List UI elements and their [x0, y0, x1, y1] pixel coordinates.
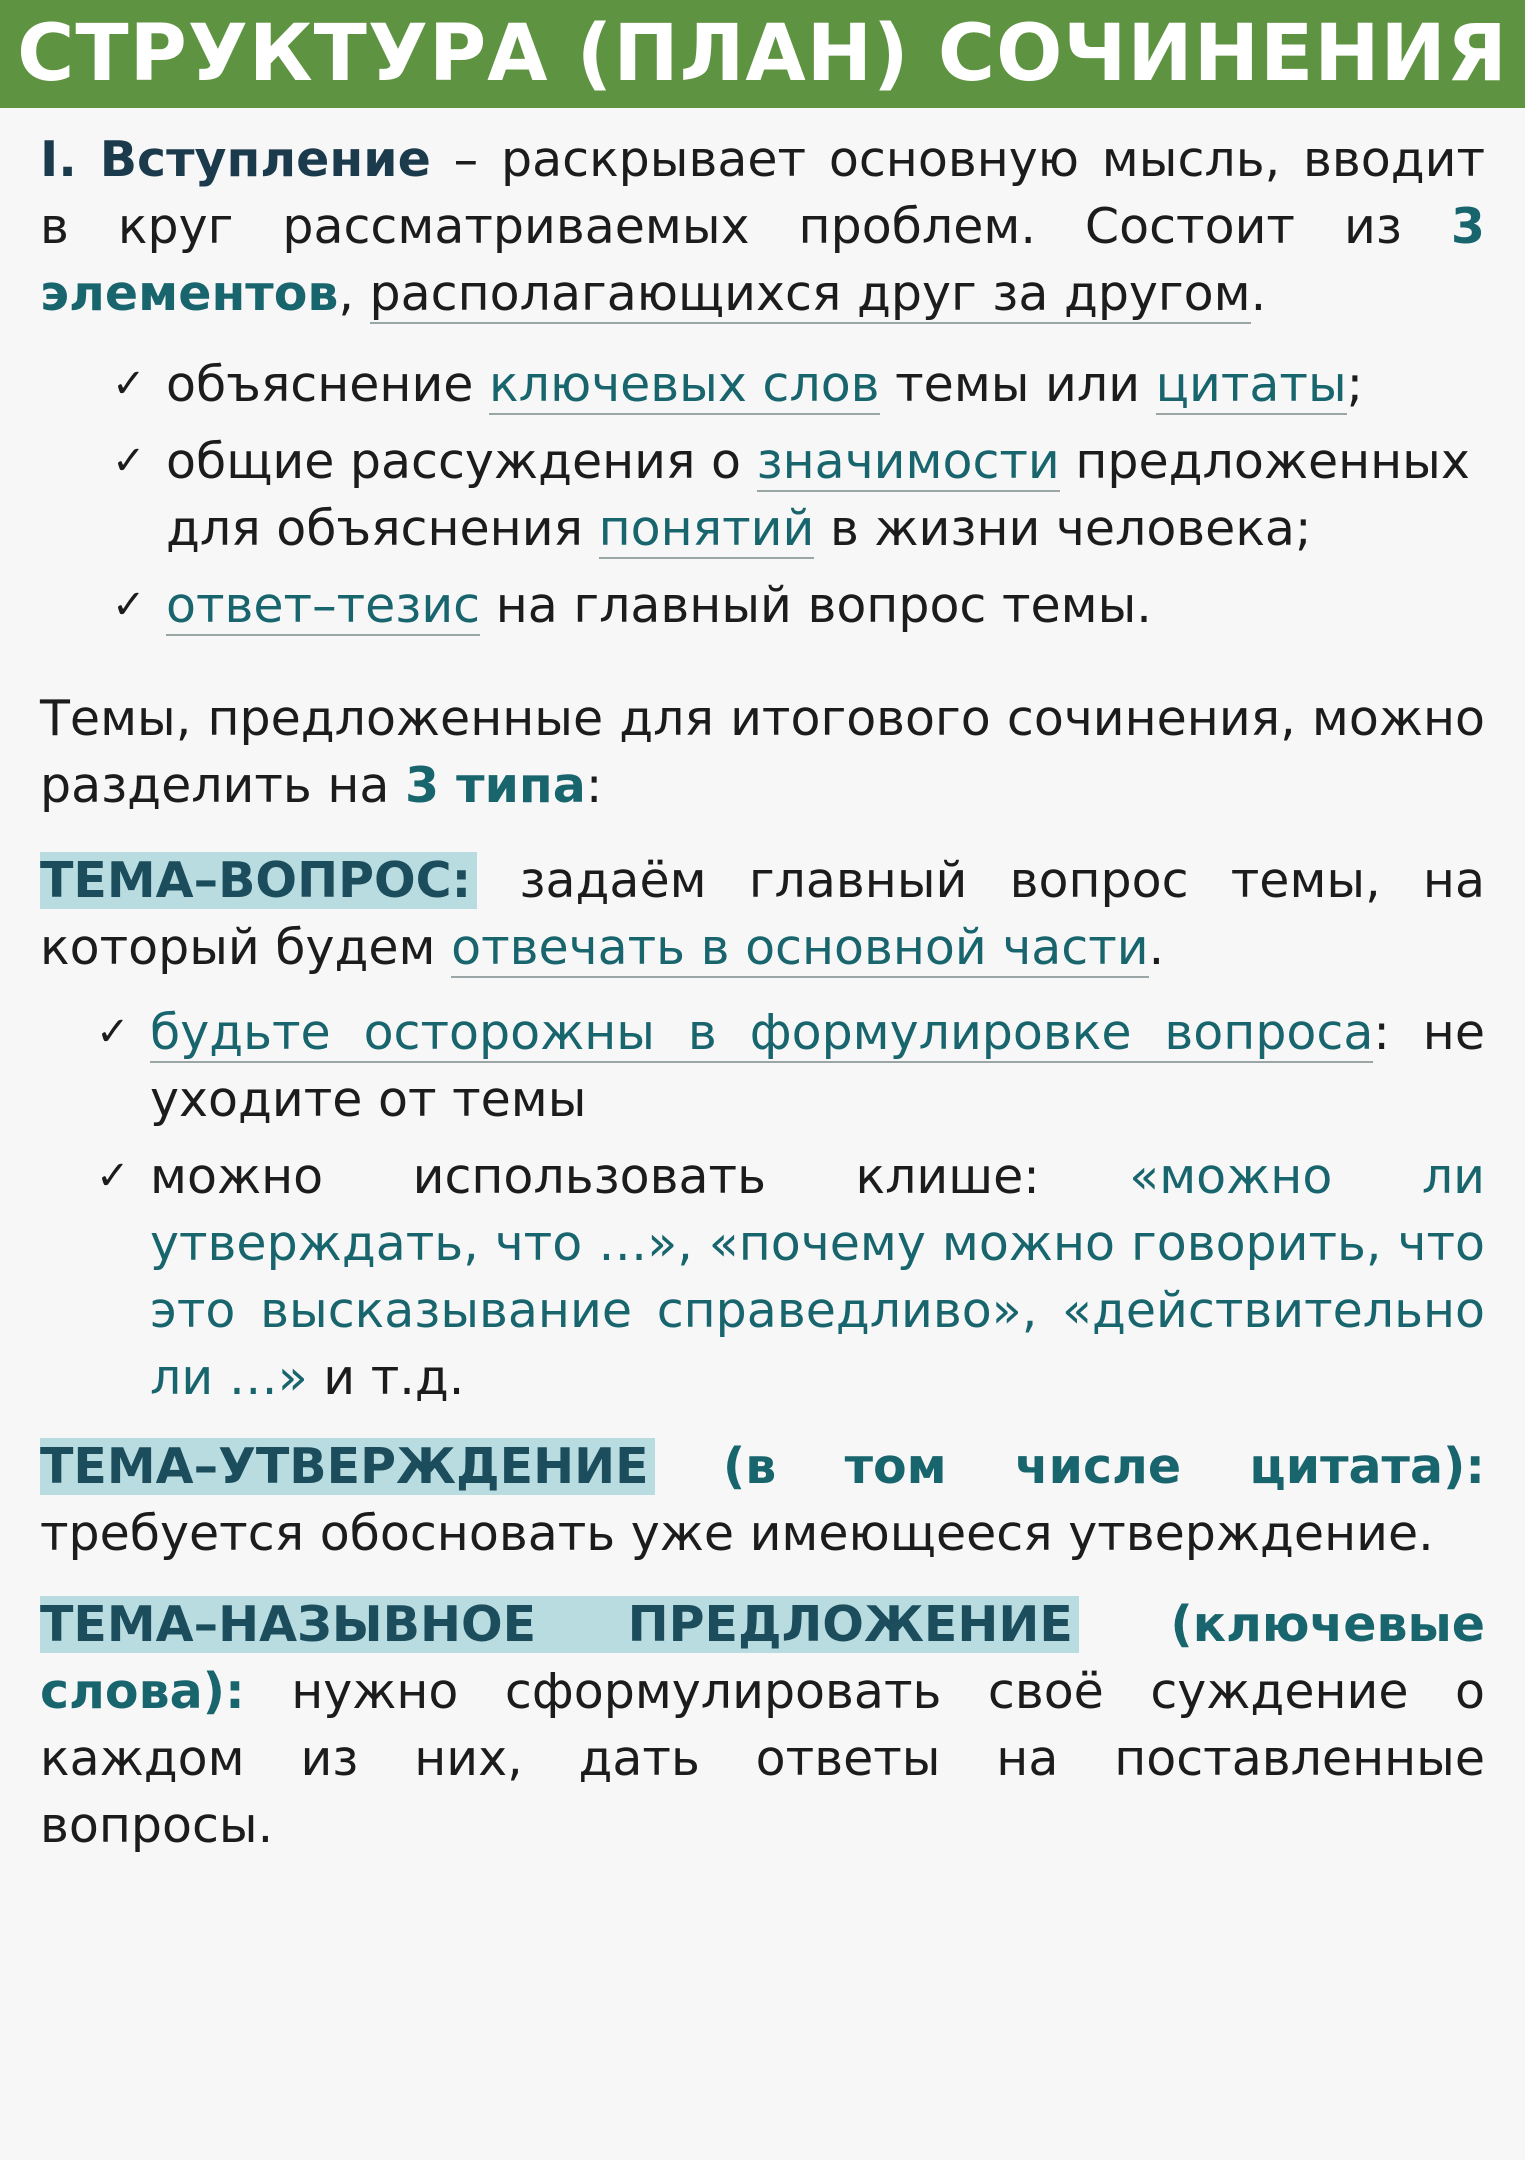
- topic-nominal-note: (ключевые слова):: [40, 1596, 1485, 1720]
- intro-elements-list: [112, 351, 1485, 639]
- intro-underlined: располагающихся друг за другом: [369, 265, 1251, 322]
- header-banner: [0, 0, 1525, 108]
- types-count: 3 типа: [405, 757, 586, 814]
- underlined-term: ответ–тезис: [166, 577, 481, 634]
- page-title: СТРУКТУРА (ПЛАН) СОЧИНЕНИЯ: [17, 9, 1508, 99]
- check-icon: ✓: [96, 1153, 130, 1199]
- topic-statement-paragraph: ТЕМА–УТВЕРЖДЕНИЕ (в том числе цитата): требуется обосновать уже имеющееся утверждение.: [40, 1438, 1485, 1562]
- topic-statement-label: ТЕМА–УТВЕРЖДЕНИЕ: [40, 1438, 655, 1495]
- topic-nominal-paragraph: ТЕМА–НАЗЫВНОЕ ПРЕДЛОЖЕНИЕ (ключевые слова): нужно сформулировать своё суждение о каждом из них, дать ответы на поставленные вопросы.: [40, 1596, 1485, 1854]
- underlined-term: понятий: [598, 500, 815, 557]
- underlined-term: ключевых слов: [489, 356, 880, 413]
- intro-term: Вступление: [99, 131, 431, 188]
- intro-text: – раскрывает основную мысль, вводит в круг рассматриваемых проблем. Состоит из: [40, 131, 1486, 255]
- topic-nominal-label: ТЕМА–НАЗЫВНОЕ ПРЕДЛОЖЕНИЕ: [40, 1596, 1079, 1653]
- topic-question-paragraph: ТЕМА–ВОПРОС: задаём главный вопрос темы, на который будем отвечать в основной части.: [40, 852, 1485, 976]
- list-item: ✓ можно использовать клише: «можно ли утверждать, что …», «почему можно говорить, что это высказывание справедливо», «действительно ли …» и т.д.: [96, 1143, 1485, 1411]
- types-paragraph: Темы, предложенные для итогового сочинения, можно разделить на 3 типа:: [40, 690, 1485, 814]
- list-item: ✓ ответ–тезис на главный вопрос темы.: [112, 572, 1485, 639]
- check-icon: ✓: [96, 1009, 130, 1055]
- intro-paragraph: I. Вступление – раскрывает основную мысль, вводит в круг рассматриваемых проблем. Состоит из 3 элементов, располагающихся друг за другом.: [40, 131, 1486, 322]
- topic-question-label: ТЕМА–ВОПРОС:: [40, 852, 477, 909]
- topic-statement-note: (в том числе цитата):: [654, 1438, 1485, 1495]
- underlined-term: будьте осторожны в формулировке вопроса: [150, 1004, 1374, 1061]
- underlined-term: значимости: [756, 433, 1060, 490]
- underlined-term: отвечать в основной части: [451, 919, 1149, 976]
- intro-count: 3 элементов: [40, 198, 1485, 322]
- check-icon: ✓: [112, 582, 146, 628]
- section-numeral: I.: [40, 131, 77, 188]
- document-body: [0, 108, 1525, 1859]
- check-icon: ✓: [112, 438, 146, 484]
- cliche-examples: «можно ли утверждать, что …», «почему можно говорить, что это высказывание справедливо», «действительно ли …»: [150, 1148, 1485, 1406]
- list-item: ✓ будьте осторожны в формулировке вопроса: не уходите от темы: [96, 999, 1485, 1133]
- underlined-term: цитаты: [1155, 356, 1347, 413]
- list-item: ✓ общие рассуждения о значимости предложенных для объяснения понятий в жизни человека;: [112, 428, 1485, 562]
- check-icon: ✓: [112, 361, 146, 407]
- list-item: ✓ объяснение ключевых слов темы или цитаты;: [112, 351, 1485, 418]
- topic-question-tips: [96, 999, 1485, 1411]
